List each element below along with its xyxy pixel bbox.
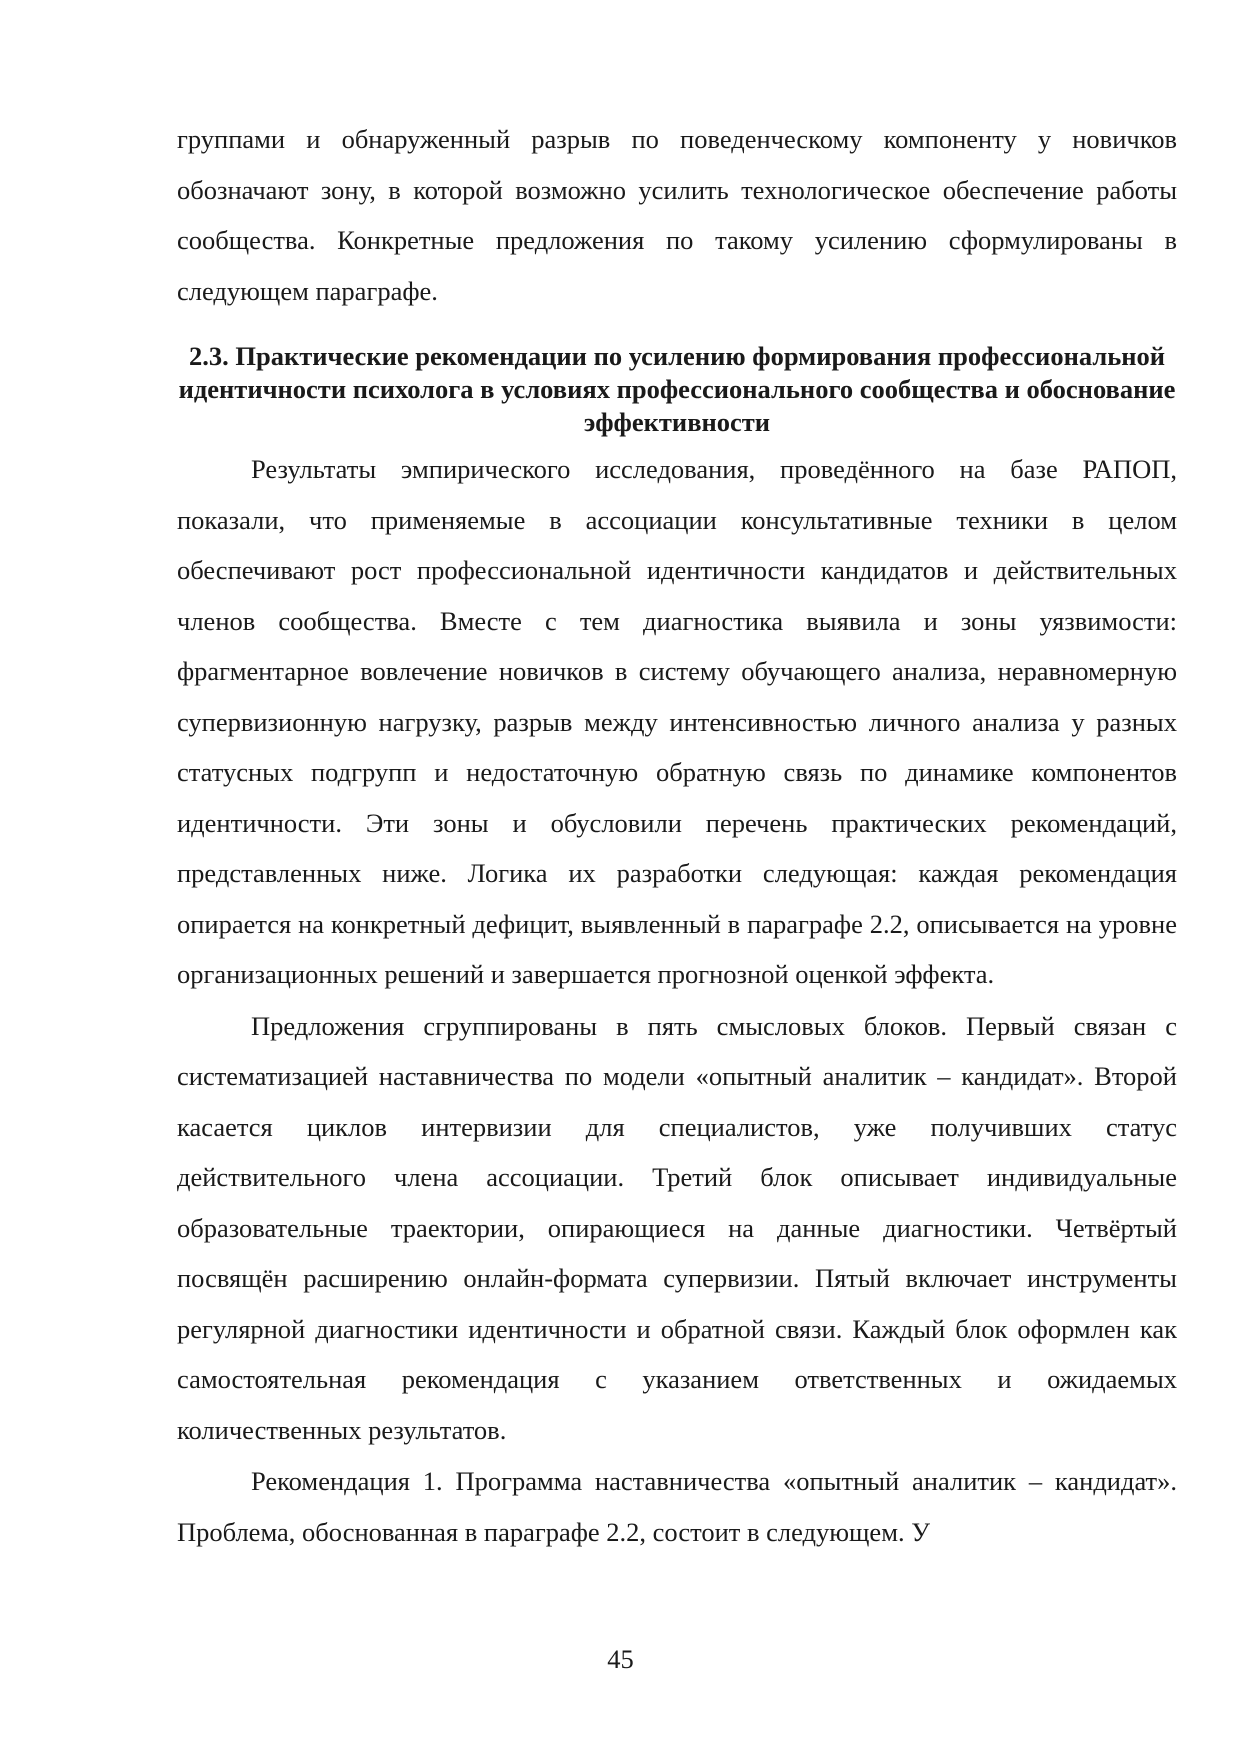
paragraph-blocks: Предложения сгруппированы в пять смысловых блоков. Первый связан с систематизацией наставничества по модели «опытный аналитик – кандидат». Второй касается циклов интервизии для специалистов, уже получивших статус действительного члена ассоциации. Третий блок описывает индивидуальные образовательные траектории, опирающиеся на данные диагностики. Четвёртый посвящён расширению онлайн-формата супервизии. Пятый включает инструменты регулярной диагностики идентичности и обратной связи. Каждый блок оформлен как самостоятельная рекомендация с указанием ответственных и ожидаемых количественных результатов. — [177, 1010, 1177, 1445]
page-body — [177, 114, 1177, 1557]
intro-paragraph: группами и обнаруженный разрыв по поведенческому компоненту у новичков обозначают зону, в которой возможно усилить технологическое обеспечение работы сообщества. Конкретные предложения по такому усилению сформулированы в следующем параграфе. — [177, 124, 1177, 306]
page-number: 45 — [607, 1644, 634, 1674]
paragraph-results: Результаты эмпирического исследования, проведённого на базе РАПОП, показали, что применяемые в ассоциации консультативные техники в целом обеспечивают рост профессиональной идентичности кандидатов и действительных членов сообщества. Вместе с тем диагностика выявила и зоны уязвимости: фрагментарное вовлечение новичков в систему обучающего анализа, неравномерную супервизионную нагрузку, разрыв между интенсивностью личного анализа у разных статусных подгрупп и недостаточную обратную связь по динамике компонентов идентичности. Эти зоны и обусловили перечень практических рекомендаций, представленных ниже. Логика их разработки следующая: каждая рекомендация опирается на конкретный дефицит, выявленный в параграфе 2.2, описывается на уровне организационных решений и завершается прогнозной оценкой эффекта. — [177, 454, 1177, 989]
paragraph-recommendation-1: Рекомендация 1. Программа наставничества «опытный аналитик – кандидат». Проблема, обоснованная в параграфе 2.2, состоит в следующем. У — [177, 1466, 1177, 1547]
section-heading: 2.3. Практические рекомендации по усилению формирования профессиональной идентичности психолога в условиях профессионального сообщества и обоснование эффективности — [178, 341, 1176, 437]
